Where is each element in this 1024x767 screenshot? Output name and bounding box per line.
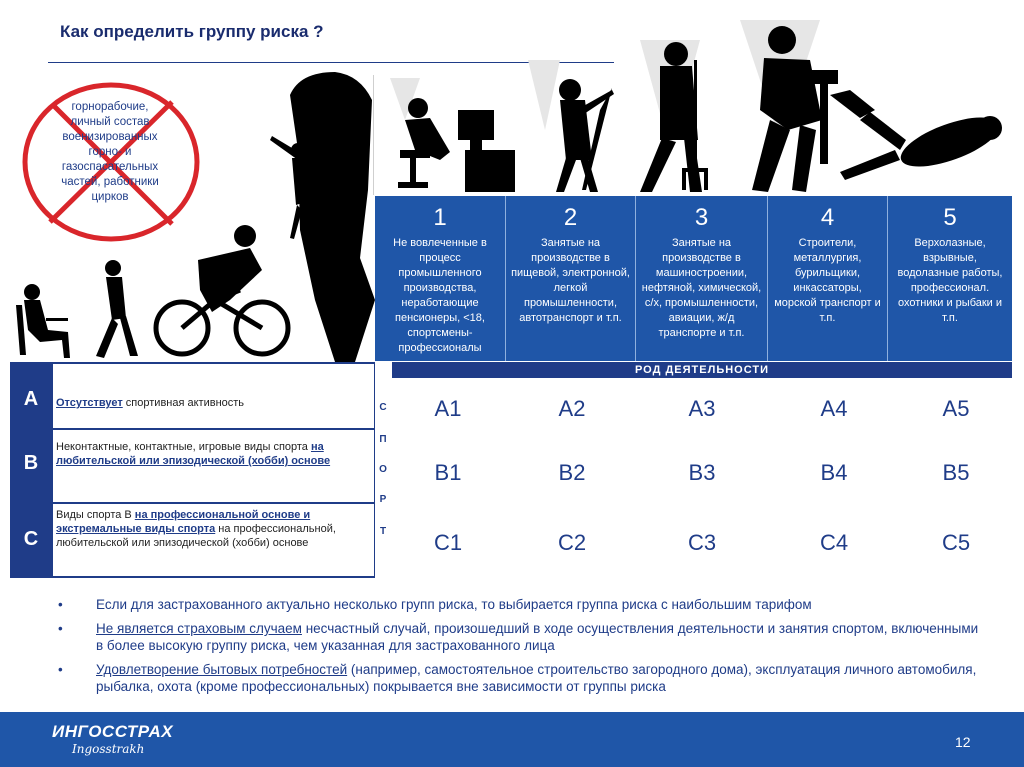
group-description: Строители, металлургия, бурильщики, инкассаторы, морской транспорт и т.п. [774,237,881,324]
company-logo: ИНГОССТРАХ [52,722,174,741]
row-letter: B [23,452,39,474]
row-description [53,364,382,428]
excluded-line: личный состав [70,116,150,128]
risk-cell: B4 [820,460,848,485]
risk-cell: C3 [687,530,717,555]
risk-cell: B3 [688,460,716,485]
group-number: 2 [563,204,578,231]
sport-letter: Р [379,494,387,505]
row-description [53,430,382,502]
row-emphasis: на любительской или эпизодической (хобби) основе [56,441,331,467]
note-text: несчастный случай, произошедший в ходе осуществления деятельности и занятия спортом, включенными в более высокую группу риска, чем указанная для застрахованного лица [96,621,979,653]
risk-cell: A2 [558,396,586,421]
excluded-line: частей, работники [61,176,159,188]
group-number: 3 [694,204,709,231]
sport-letter: П [379,434,387,445]
excluded-line: горнорабочие, [71,101,149,113]
occupation-group-5 [887,196,1012,361]
excluded-line: горно- и [88,146,132,158]
note-item [56,620,986,654]
group-description: Не вовлеченные в процесс промышленного производства, неработающие пенсионеры, <18, спортсмены-профессионалы [393,237,487,354]
occupation-group-1 [375,196,505,361]
group-number: 5 [943,204,957,231]
occupation-group-2 [505,196,635,361]
sport-row-c [10,504,382,576]
row-emphasis: на профессиональной основе и экстремальные виды спорта [56,509,311,535]
page-number: 12 [955,734,971,750]
risk-cell: C5 [941,530,971,555]
excluded-line: газоспасательных [61,161,159,173]
sport-row-a [10,362,382,428]
excluded-line: цирков [91,191,129,203]
company-logo-script: Ingosstrakh [72,742,145,756]
group-description: Занятые на производстве в машиностроении, нефтяной, химической, с/х, промышленности, авиации, ж/д транспорте и т.п. [641,237,762,339]
note-text: (например, самостоятельное строительство загородного дома), эксплуатация личного автомобиля, рыбалка, охота (кроме профессиональных) покрывается вне зависимости от группы риска [96,662,977,694]
sport-letter: С [379,402,387,413]
risk-cell: B1 [434,460,462,485]
occupation-type-label: РОД ДЕЯТЕЛЬНОСТИ [392,362,1012,378]
risk-cell: A4 [820,396,848,421]
row-text: на профессиональной, любительской или эпизодической (хобби) основе [56,523,336,549]
sport-letter: Т [379,526,387,537]
note-text: Если для застрахованного актуально несколько групп риска, то выбирается группа риска с наибольшим тарифом [96,597,812,612]
risk-cell: A3 [688,396,716,421]
notes-list [56,596,986,702]
occupation-groups-header [375,196,1012,361]
row-letter: A [23,388,39,410]
note-emphasis: Удовлетворение бытовых потребностей [96,662,348,677]
row-text: Виды спорта B [56,509,135,521]
excluded-line: военизированных [62,131,158,143]
row-description [53,504,382,576]
risk-cell: A1 [434,396,462,421]
sport-axis-label [374,362,392,578]
page-title: Как определить группу риска ? [60,22,324,41]
group-number: 1 [433,204,447,231]
occupation-group-3 [635,196,767,361]
risk-cell: C1 [433,530,463,555]
sport-row-b [10,430,382,502]
note-emphasis: Не является страховым случаем [96,621,302,636]
group-description: Занятые на производстве в пищевой, электронной, легкой промышленности, автотранспорт и т.п. [511,237,630,324]
note-item [56,596,986,613]
row-text: Неконтактные, контактные, игровые виды спорта [56,441,311,453]
row-emphasis: Отсутствует [56,397,123,409]
sport-letter: О [379,464,387,475]
row-letter: C [23,528,39,550]
group-description: Верхолазные, взрывные, водолазные работы, профессионал. охотники и рыбаки и т.п. [897,237,1003,324]
note-item [56,661,986,695]
risk-cell: C2 [557,530,587,555]
group-number: 4 [820,204,835,231]
row-text: спортивная активность [122,397,245,409]
risk-cell: B5 [942,460,970,485]
excluded-professions-note [40,100,180,205]
sport-activity-rows [10,362,392,578]
risk-cell: B2 [558,460,586,485]
occupation-group-4 [767,196,887,361]
risk-cell: C4 [819,530,849,555]
risk-cell: A5 [942,396,970,421]
